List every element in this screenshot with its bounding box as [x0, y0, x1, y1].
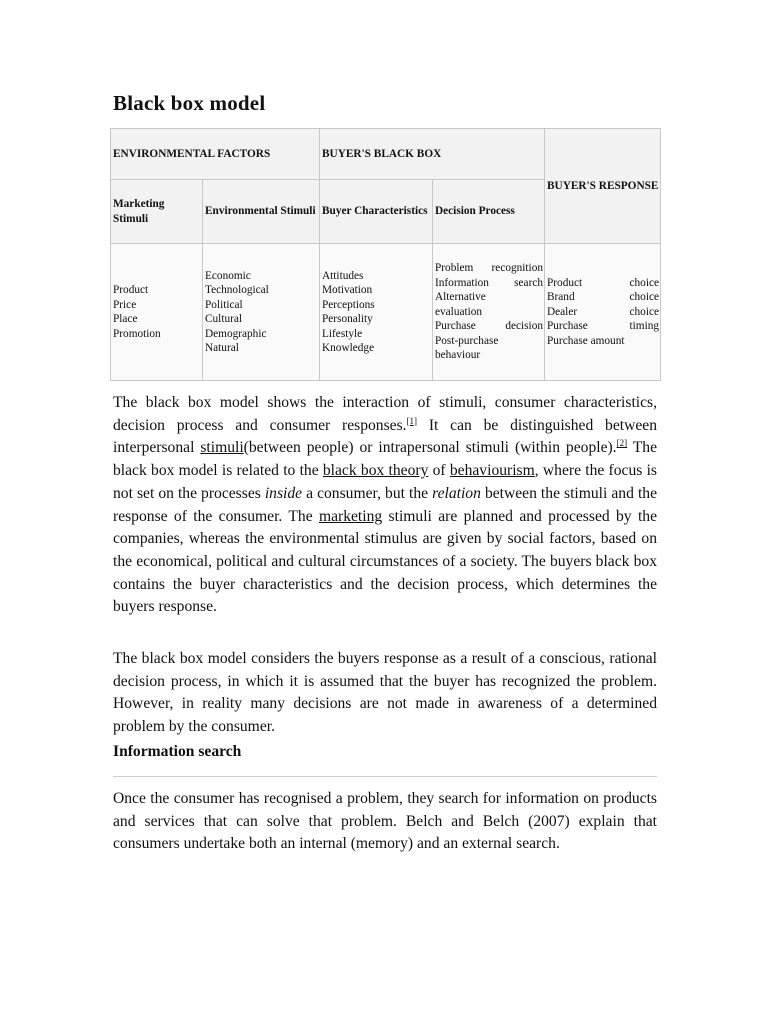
list-item: Political — [205, 298, 243, 311]
paragraph-rational-decision: The black box model considers the buyers response as a result of a conscious, rational decision process, in which it is assumed that the buyer has recognized the problem. However, in reality many decisions are not made in awareness of a determined problem by the consumer. — [113, 650, 657, 736]
list-item: Economic — [205, 269, 251, 282]
header-decision-process: Decision Process — [433, 180, 545, 244]
text-run: between the stimuli and the response of the consumer. The — [113, 484, 657, 525]
section-heading-information-search: Information search — [113, 743, 242, 760]
behaviourism-link[interactable]: behaviourism — [449, 462, 535, 480]
list-item: Price — [113, 298, 137, 311]
header-buyers-response: BUYER'S RESPONSE — [545, 129, 661, 244]
page-title: Black box model — [113, 91, 266, 115]
list-item: Attitudes — [322, 269, 364, 282]
text-run: The black box model is related to the — [113, 439, 657, 480]
list-item: Demographic — [205, 327, 267, 340]
divider — [113, 776, 657, 777]
list-item: Dealer choice — [547, 305, 659, 318]
header-marketing-stimuli: Marketing Stimuli — [111, 180, 203, 244]
list-item: Alternative — [435, 291, 486, 304]
emphasis-relation: relation — [432, 484, 481, 502]
emphasis-inside: inside — [264, 484, 303, 502]
list-item: Brand choice — [547, 291, 659, 304]
paragraph-information-search: Once the consumer has recognised a problem, they search for information on products and services that can solve that problem. Belch and Belch (2007) explain that consumers undertake both an internal (memory) and an external search. — [113, 790, 657, 853]
text-run: (between people) or intrapersonal stimuli (within people). — [243, 439, 617, 457]
list-item: Cultural — [205, 313, 243, 325]
text-run: It can be distinguished between interpersonal — [113, 416, 658, 457]
list-item: Knowledge — [322, 342, 375, 354]
list-item: Product — [113, 284, 149, 296]
citation-link-2[interactable]: [2] — [616, 438, 628, 449]
list-item: Information search — [435, 276, 543, 289]
paragraph-black-box-intro — [113, 392, 657, 619]
list-item: Motivation — [322, 284, 373, 296]
list-item: Personality — [322, 313, 373, 325]
header-buyer-characteristics: Buyer Characteristics — [320, 180, 433, 244]
cell-decision-process — [433, 244, 545, 381]
cell-marketing-stimuli — [111, 244, 203, 381]
header-environmental-factors: ENVIRONMENTAL FACTORS — [111, 129, 320, 180]
marketing-link[interactable]: marketing — [318, 507, 383, 525]
list-item: Lifestyle — [322, 327, 363, 340]
stimuli-link[interactable]: stimuli — [200, 439, 244, 457]
list-item: Purchase amount — [547, 334, 625, 347]
text-run: The black box model shows the interaction of stimuli, consumer characteristics, decision process and consumer responses. — [113, 394, 657, 434]
header-environmental-stimuli: Environmental Stimuli — [203, 180, 320, 244]
text-run: , where the focus is not set on the processes — [113, 462, 657, 502]
list-item: Purchase timing — [547, 320, 659, 333]
list-item: Promotion — [113, 327, 161, 340]
cell-buyers-response — [545, 244, 661, 381]
list-item: Technological — [205, 284, 269, 296]
list-item: behaviour — [435, 349, 481, 362]
text-run: of — [428, 462, 450, 480]
list-item: Post-purchase — [435, 334, 499, 347]
list-item: Problem recognition — [435, 262, 543, 275]
list-item: Natural — [205, 342, 239, 354]
list-item: Product choice — [547, 276, 659, 289]
header-buyers-black-box: BUYER'S BLACK BOX — [320, 129, 545, 180]
list-item: Purchase decision — [435, 320, 543, 333]
list-item: Place — [113, 313, 138, 325]
text-run: a consumer, but the — [302, 484, 433, 502]
cell-buyer-characteristics — [320, 244, 433, 381]
list-item: Perceptions — [322, 298, 375, 311]
black-box-theory-link[interactable]: black box theory — [322, 462, 429, 480]
list-item: evaluation — [435, 305, 483, 318]
text-run: stimuli are planned and processed by the companies, whereas the environmental stimulus are given by social factors, based on the economical, political and cultural circumstances of a society. The buyers black box contains the buyer characteristics and the decision process, which determines the buyers response. — [113, 507, 658, 616]
cell-environmental-stimuli — [203, 244, 320, 381]
citation-link-1[interactable]: [1] — [406, 415, 418, 426]
black-box-model-table — [110, 128, 661, 381]
